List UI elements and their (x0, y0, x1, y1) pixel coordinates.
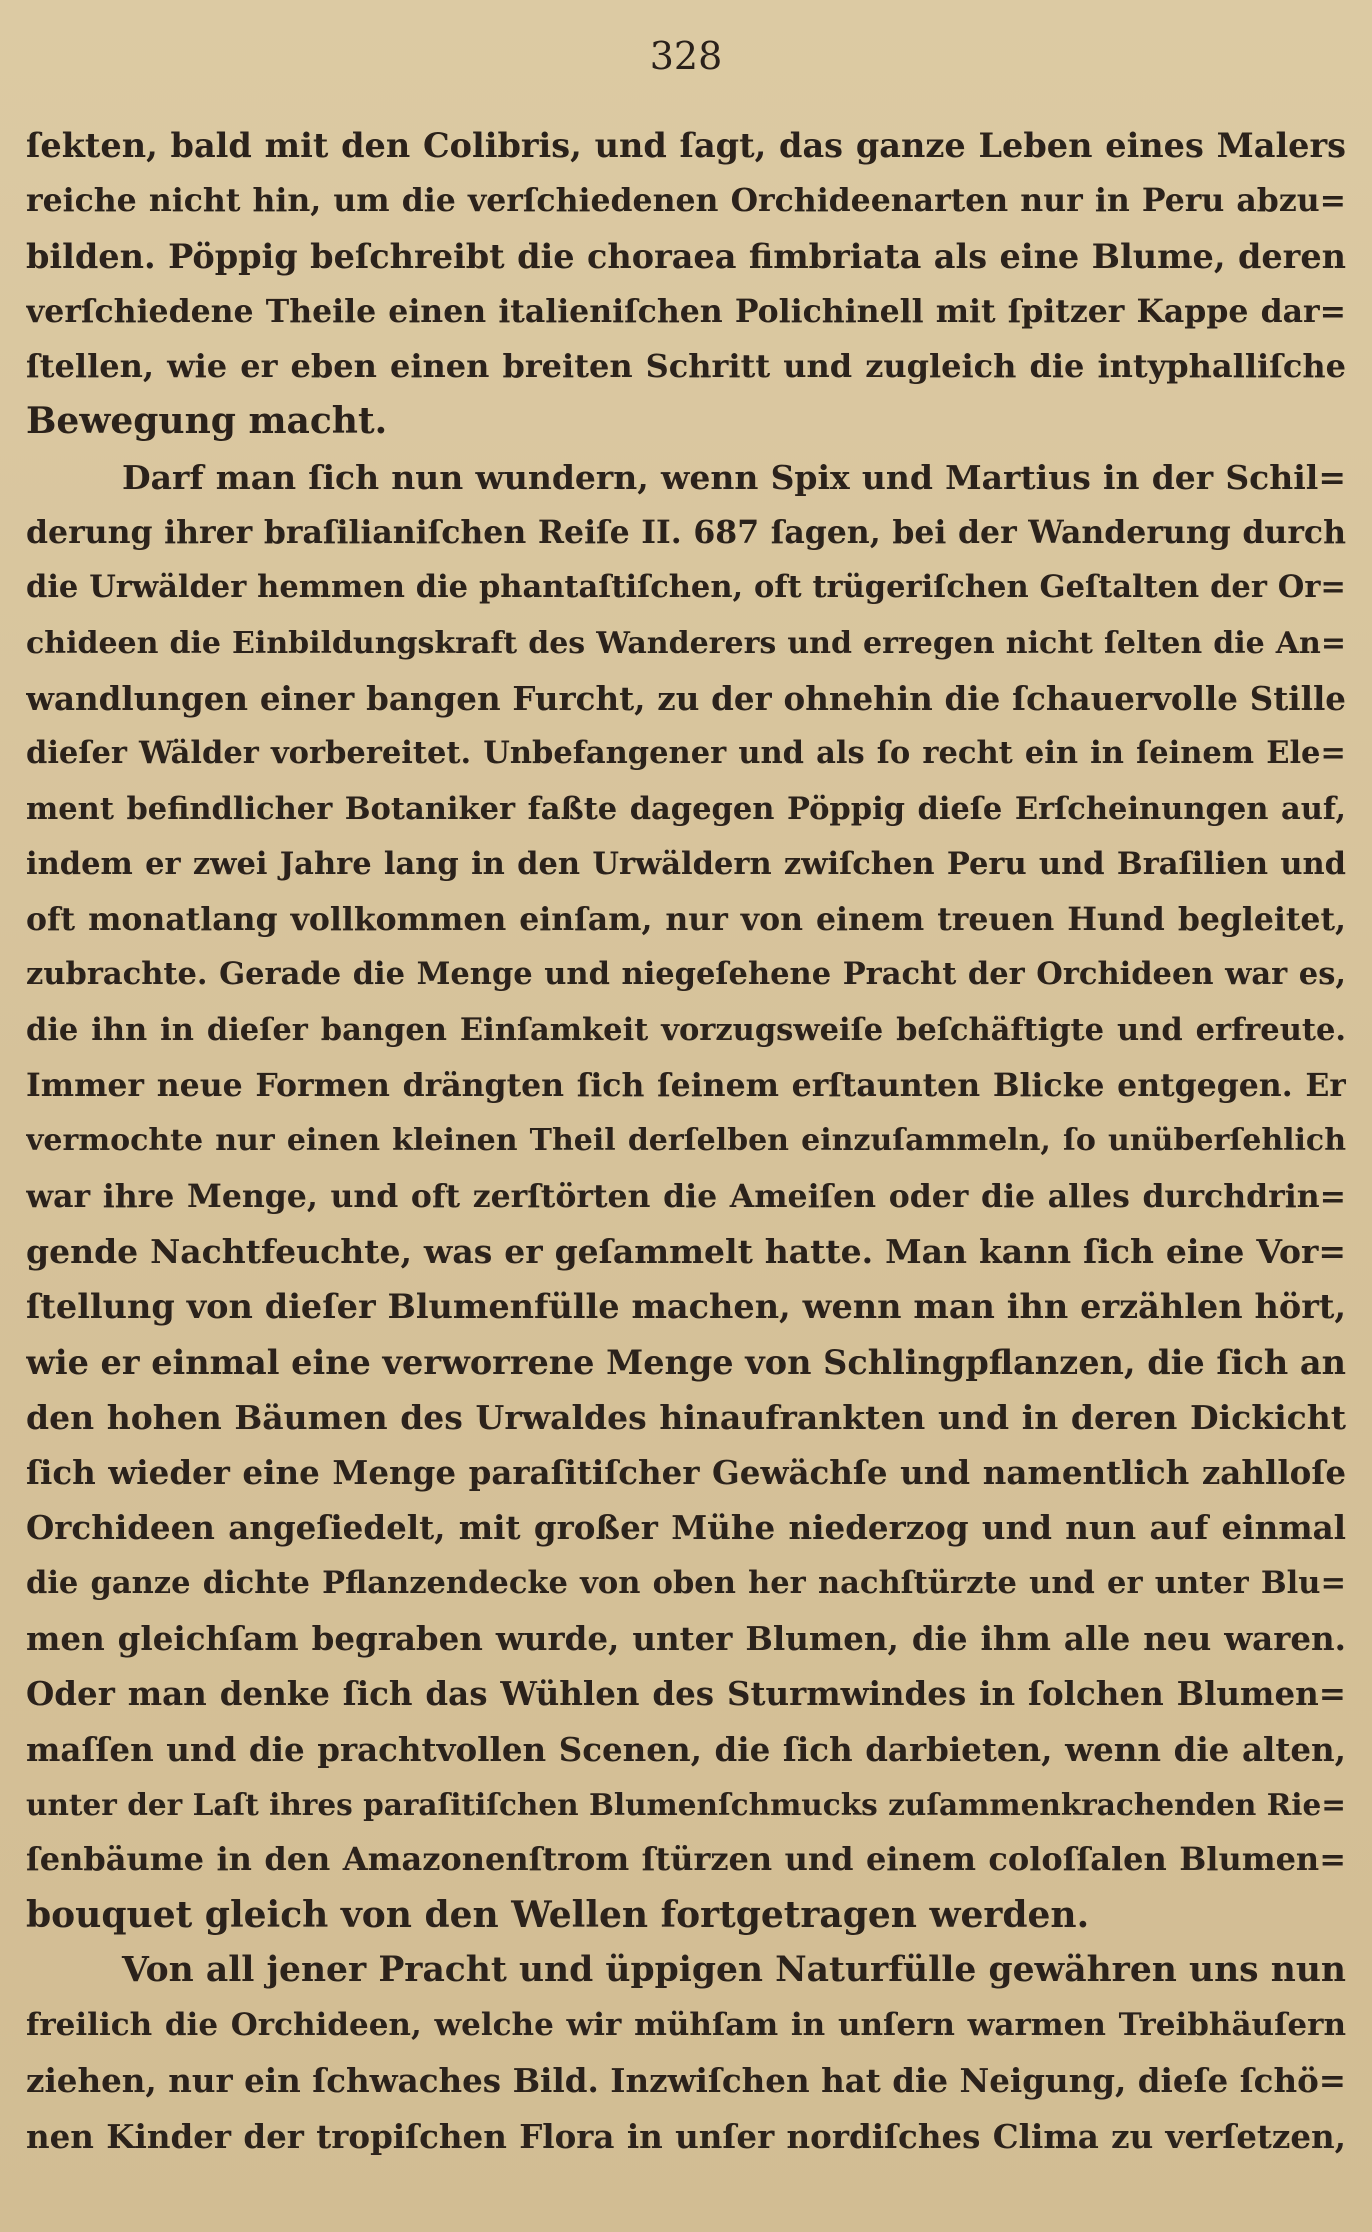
text-line: die Urwälder hemmen die phantaſtiſchen, oft trügeriſchen Geſtalten der Or= (26, 569, 1346, 606)
text-line: freilich die Orchideen, welche wir mühſam in unſern warmen Treibhäuſern (26, 2007, 1346, 2044)
text-line: bilden. Pöppig beſchreibt die choraea fimbriata als eine Blume, deren (26, 236, 1346, 276)
paragraph-start-line: Darf man ſich nun wundern, wenn Spix und Martius in der Schil= (122, 457, 1346, 497)
text-line: Immer neue Formen drängten ſich ſeinem erſtaunten Blicke entgegen. Er (26, 1067, 1346, 1105)
text-line: zubrachte. Gerade die Menge und niegeſehene Pracht der Orchideen war es, (26, 956, 1346, 993)
text-line: wie er einmal eine verworrene Menge von Schlingpflanzen, die ſich an (26, 1342, 1346, 1382)
text-line: chideen die Einbildungskraft des Wanderers und erregen nicht ſelten die An= (26, 625, 1346, 661)
text-line: indem er zwei Jahre lang in den Urwäldern zwiſchen Peru und Braſilien und (26, 845, 1346, 882)
text-line: die ganze dichte Pflanzendecke von oben her nachſtürzte und er unter Blu= (26, 1564, 1346, 1601)
text-line: oft monatlang vollkommen einſam, nur von einem treuen Hund begleitet, (26, 901, 1346, 939)
body-text (26, 118, 1346, 2164)
text-line: ziehen, nur ein ſchwaches Bild. Inzwiſchen hat die Neigung, dieſe ſchö= (26, 2061, 1346, 2101)
text-line: unter der Laſt ihres paraſitiſchen Blumenſchmucks zuſammenkrachenden Rie= (26, 1786, 1346, 1822)
text-line: ment befindlicher Botaniker faßte dagegen Pöppig dieſe Erſcheinungen auf, (26, 790, 1346, 827)
text-line: men gleichſam begraben wurde, unter Blumen, die ihm alle neu waren. (26, 1619, 1346, 1659)
text-line: Bewegung macht. (26, 400, 388, 443)
paragraph-start-line: Von all jener Pracht und üppigen Naturfülle gewähren uns nun (122, 1949, 1346, 1990)
text-line: die ihn in dieſer bangen Einſamkeit vorzugsweiſe beſchäftigte und erfreute. (26, 1011, 1346, 1048)
page-number: 328 (649, 34, 723, 78)
text-line: ſich wieder eine Menge paraſitiſcher Gewächſe und namentlich zahlloſe (26, 1453, 1346, 1493)
text-line: ſtellung von dieſer Blumenfülle machen, wenn man ihn erzählen hört, (26, 1287, 1346, 1327)
text-line: reiche nicht hin, um die verſchiedenen Orchideenarten nur in Peru abzu= (26, 182, 1346, 220)
text-line: ſtellen, wie er eben einen breiten Schritt und zugleich die intyphalliſche (26, 347, 1346, 386)
text-line: vermochte nur einen kleinen Theil derſelben einzuſammeln, ſo unüberſehlich (26, 1123, 1346, 1159)
text-line: ſekten, bald mit den Colibris, und ſagt, das ganze Leben eines Malers (26, 126, 1346, 165)
text-line: den hohen Bäumen des Urwaldes hinaufrankten und in deren Dickicht (26, 1397, 1346, 1437)
text-line: nen Kinder der tropiſchen Flora in unſer nordiſches Clima zu verſetzen, (26, 2116, 1346, 2156)
text-line: derung ihrer braſilianiſchen Reiſe II. 687 ſagen, bei der Wanderung durch (26, 514, 1346, 552)
text-line: bouquet gleich von den Wellen fortgetragen werden. (26, 1893, 1090, 1936)
text-line: ſenbäume in den Amazonenſtrom ſtürzen und einem coloſſalen Blumen= (26, 1840, 1346, 1879)
text-line: wandlungen einer bangen Furcht, zu der ohnehin die ſchauervolle Stille (26, 678, 1346, 718)
text-line: Oder man denke ſich das Wühlen des Sturmwindes in ſolchen Blumen= (26, 1674, 1346, 1714)
text-line: Orchideen angeſiedelt, mit großer Mühe niederzog und nun auf einmal (26, 1508, 1346, 1548)
text-line: gende Nachtfeuchte, was er geſammelt hatte. Man kann ſich eine Vor= (26, 1231, 1346, 1271)
text-line: war ihre Menge, und oft zerſtörten die Ameiſen oder die alles durchdrin= (26, 1177, 1346, 1215)
text-line: dieſer Wälder vorbereitet. Unbefangener und als ſo recht ein in ſeinem Ele= (26, 735, 1346, 772)
text-line: verſchiedene Theile einen italieniſchen Polichinell mit ſpitzer Kappe dar= (26, 292, 1346, 330)
text-line: maſſen und die prachtvollen Scenen, die ſich darbieten, wenn die alten, (26, 1729, 1346, 1769)
